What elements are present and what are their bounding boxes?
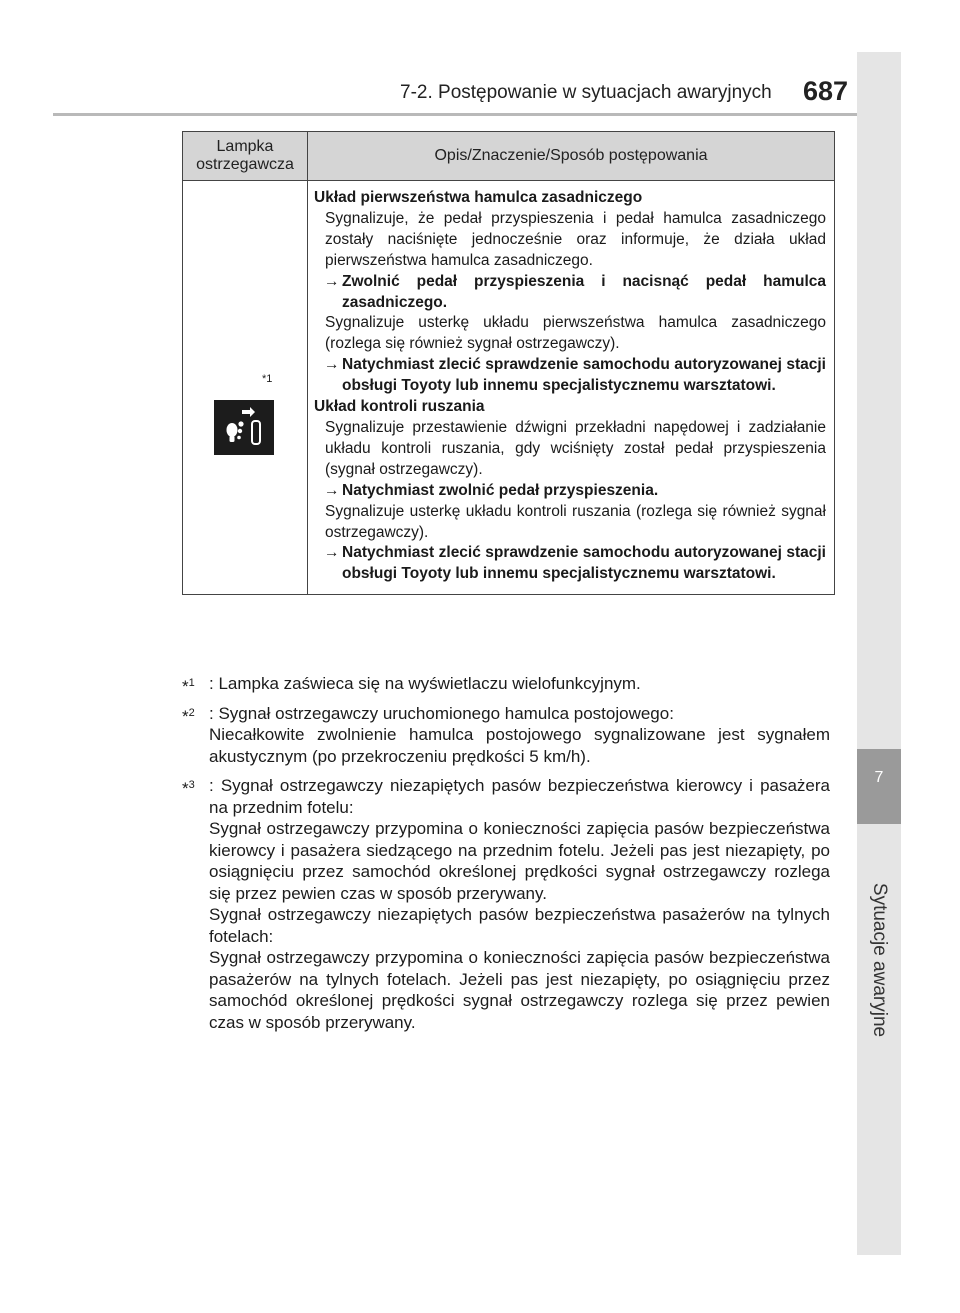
- arrow-icon: →: [324, 481, 340, 499]
- footnotes: [182, 673, 830, 1041]
- footnote-marker: *$^1$: [182, 677, 195, 696]
- section-header: 7-2. Postępowanie w sytuacjach awaryjnych: [400, 82, 772, 103]
- drive-start-control-text: Sygnalizuje przestawienie dźwigni przekładni napędowej i zadziałanie układu kontroli ruszania, gdy wciśnięty został pedał przyspieszenia (sygnał ostrzegawczy).: [325, 418, 826, 478]
- brake-override-action: → Zwolnić pedał przyspieszenia i nacisnąć pedał hamulca zasadniczego.: [324, 272, 826, 311]
- table-header-row: [183, 132, 835, 181]
- drive-start-control-malfunction-text: Sygnalizuje usterkę układu kontroli ruszania (rozlega się również sygnał ostrzegawczy).: [325, 502, 826, 541]
- drive-start-control-action: → Natychmiast zwolnić pedał przyspieszenia.: [314, 481, 826, 502]
- chapter-tab[interactable]: 7: [857, 749, 901, 824]
- arrow-icon: →: [324, 356, 340, 374]
- lamp-footnote-mark: *1: [262, 373, 273, 385]
- chapter-title: Sytuacje awaryjne: [869, 882, 890, 1038]
- arrow-icon: →: [324, 272, 340, 290]
- brake-override-title: Układ pierwszeństwa hamulca zasadniczego: [314, 189, 643, 206]
- description-cell: [308, 181, 835, 595]
- brake-override-text: Sygnalizuje, że pedał przyspieszenia i pedał hamulca zasadniczego zostały naciśnięte jednocześnie oraz informuje, że działa układ pierwszeństwa hamulca zasadniczego.: [325, 209, 826, 269]
- arrow-icon: →: [324, 544, 340, 562]
- brake-override-malfunction-action: → Natychmiast zlecić sprawdzenie samochodu autoryzowanej stacji obsługi Toyoty lub innemu specjalistycznemu warsztatowi.: [324, 356, 826, 395]
- brake-override-malfunction-text: Sygnalizuje usterkę układu pierwszeństwa hamulca zasadniczego (rozlega się również sygnał ostrzegawczy).: [325, 314, 826, 353]
- footnote-body: Niecałkowite zwolnienie hamulca postojowego sygnalizowane jest sygnałem akustycznym (po przekroczeniu prędkości 5 km/h).: [209, 725, 830, 766]
- footnote-text: : Sygnał ostrzegawczy niezapiętych pasów bezpieczeństwa kierowcy i pasażera na przednim fotelu:: [209, 776, 830, 817]
- lamp-cell: [183, 181, 308, 595]
- footnote-marker: *$^2$: [182, 706, 195, 726]
- footnote-body: Sygnał ostrzegawczy niezapiętych pasów bezpieczeństwa pasażerów na tylnych fotelach:: [209, 905, 830, 946]
- footnote-marker: *$^3$: [182, 779, 195, 798]
- col-header-description: Opis/Znaczenie/Sposób postępowania: [308, 132, 835, 181]
- footnote-body: Sygnał ostrzegawczy przypomina o konieczności zapięcia pasów bezpieczeństwa kierowcy i pasażera siedzącego na przednim fotelu. Jeżeli pas jest niezapięty, po osiągnięciu przez samochód określonej prędkości sygnał ostrzegawczy rozlega się przez pewien czas w sposób przerywany.: [209, 819, 830, 903]
- footnote-2: [182, 703, 830, 768]
- footnote-text: : Sygnał ostrzegawczy uruchomionego hamulca postojowego:: [209, 703, 674, 723]
- footnote-body: Sygnał ostrzegawczy przypomina o konieczności zapięcia pasów bezpieczeństwa pasażerów na tylnych fotelach. Jeżeli pas jest niezapięty, po osiągnięciu przez samochód określonej prędkości sygnał ostrzegawczy rozlega się przez pewien czas w sposób przerywany.: [209, 948, 830, 1032]
- footnote-text: : Lampka zaświeca się na wyświetlaczu wielofunkcyjnym.: [209, 674, 641, 693]
- brake-override-warning-icon: [214, 400, 274, 455]
- header-divider: [53, 113, 857, 116]
- drive-start-control-malfunction-action: → Natychmiast zlecić sprawdzenie samochodu autoryzowanej stacji obsługi Toyoty lub innemu specjalistycznemu warsztatowi.: [324, 544, 826, 583]
- footnote-1: [182, 673, 830, 695]
- footnote-3: [182, 775, 830, 1033]
- page-number: 687: [803, 76, 849, 106]
- warning-light-table: [182, 131, 835, 595]
- table-row: [183, 181, 835, 595]
- col-header-lamp: Lampka ostrzegawcza: [183, 132, 308, 181]
- drive-start-control-title: Układ kontroli ruszania: [314, 398, 485, 416]
- chapter-sidebar: [857, 52, 901, 1255]
